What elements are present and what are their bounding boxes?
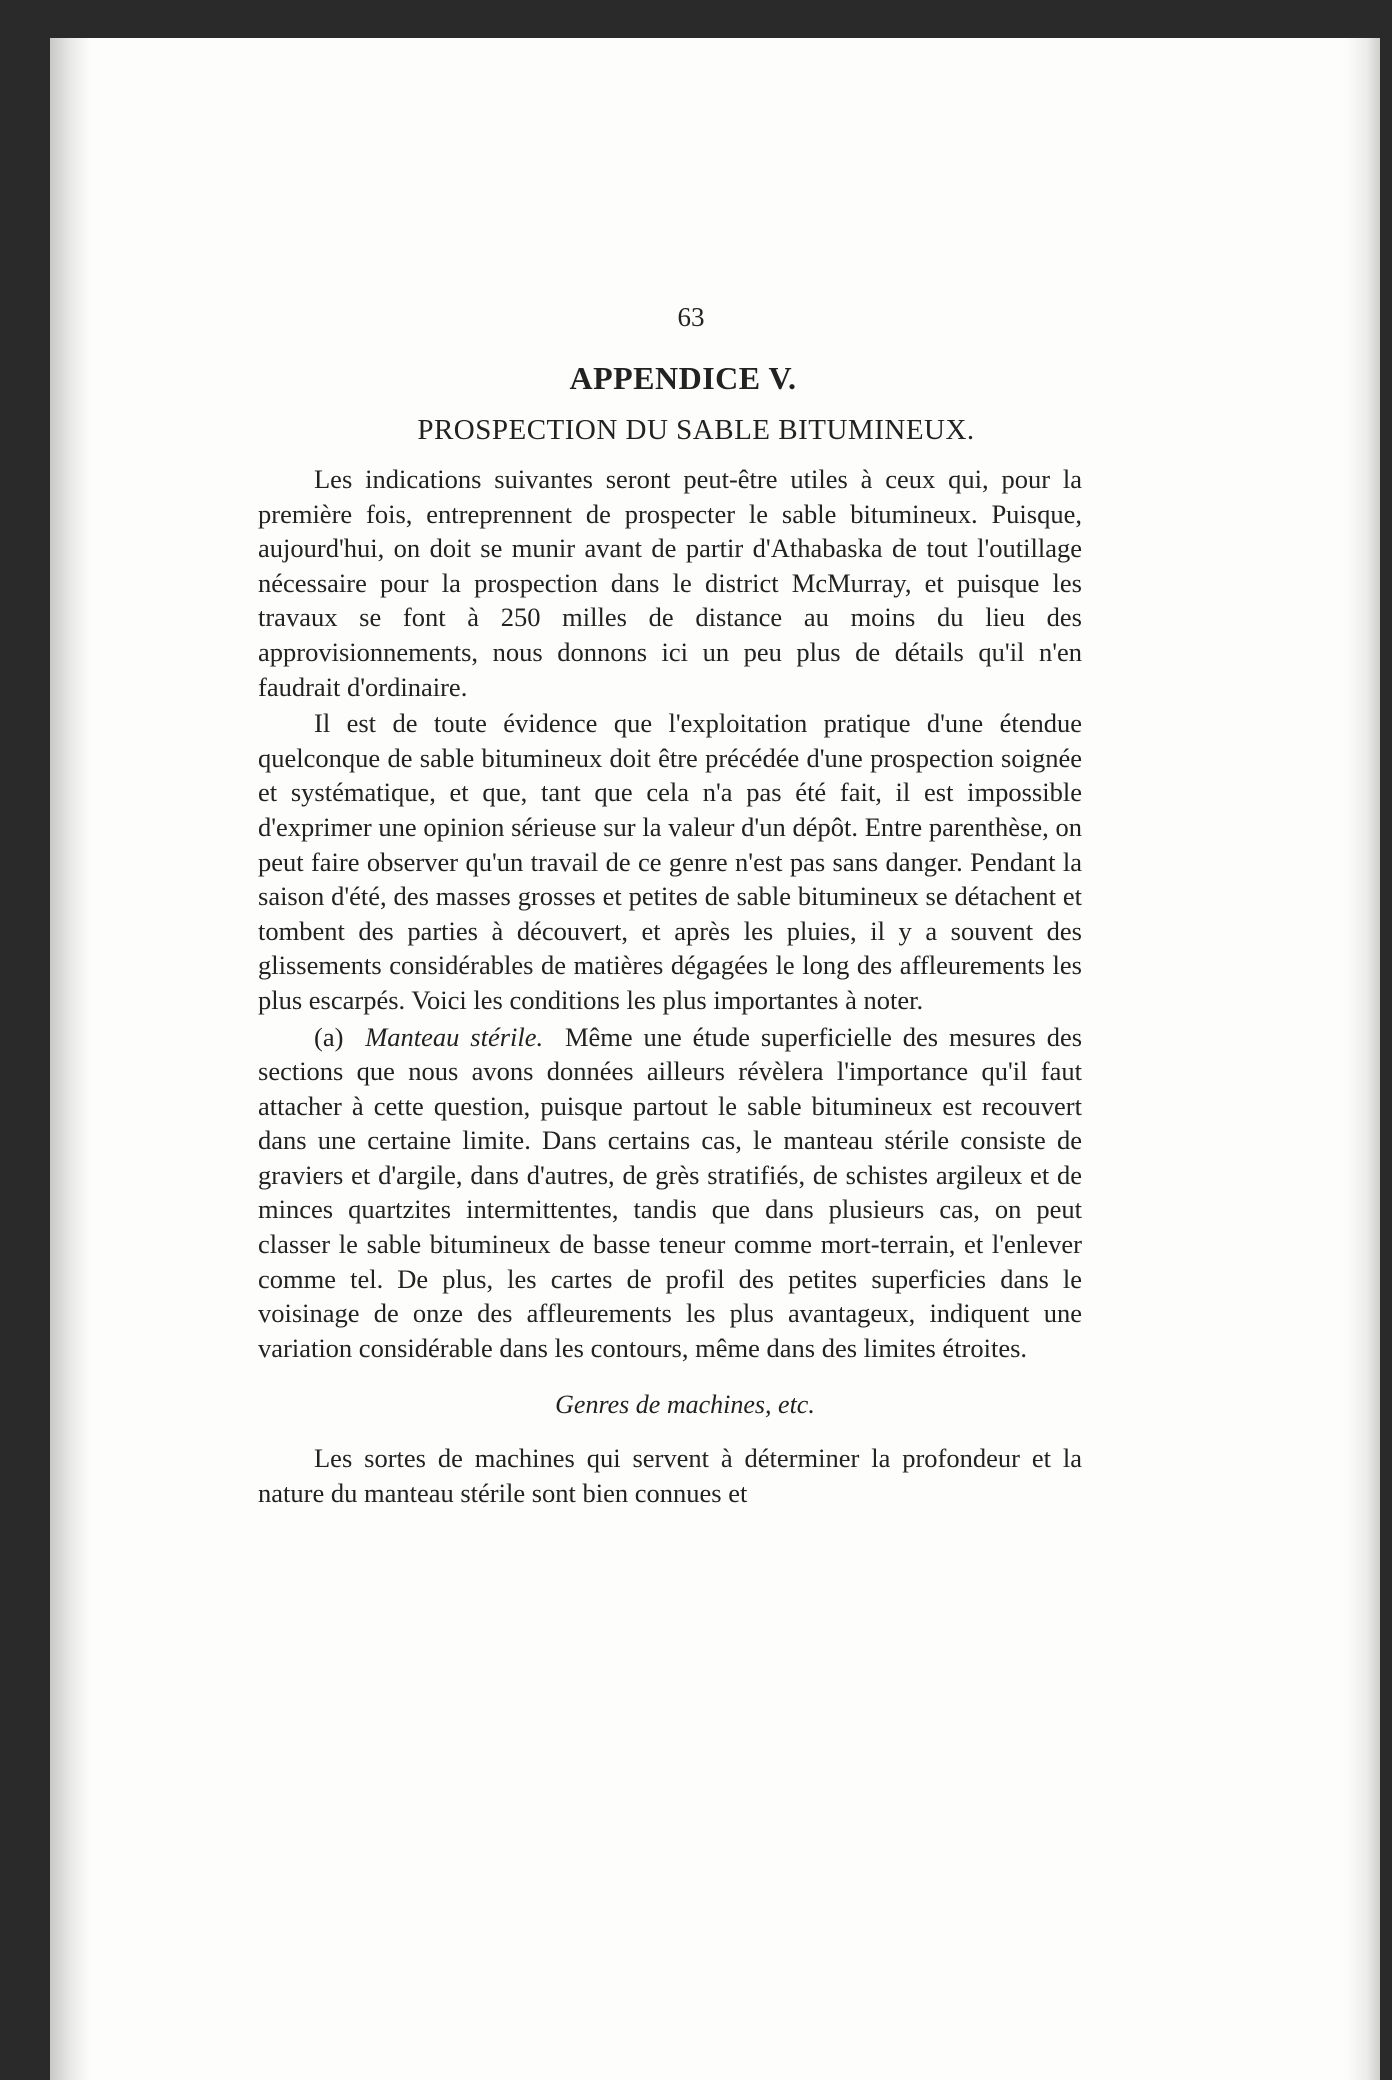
paragraph-2: Il est de toute évidence que l'exploitation pratique d'une étendue quelconque de sable bitumineux doit être précédée d'une prospection soignée et systématique, et que, tant que cela n'a pas été fait, il est impossible d'exprimer une opinion sérieuse sur la valeur d'un dépôt. Entre parenthèse, on peut faire observer qu'un travail de ce genre n'est pas sans danger. Pendant la saison d'été, des masses grosses et petites de sable bitumineux se détachent et tombent des parties à découvert, et après les pluies, il y a souvent des glissements considérables de matières dégagées le long des affleurements les plus escarpés. Voici les conditions les plus importantes à noter. [258,708,1082,1015]
paragraph-3 [258,1020,1082,1366]
text-column [258,300,1082,1513]
paragraph-3-label: (a) [314,1021,344,1052]
appendix-title: APPENDICE V. [569,360,797,396]
page-edge-right [1346,38,1380,2080]
page-number: 63 [677,302,705,332]
book-page [50,38,1380,2080]
paragraph-3-body: Même une étude superficielle des mesures des sections que nous avons données ailleurs révèlera l'importance qu'il faut attacher à cette question, puisque partout le sable bitumineux est recouvert dans une certaine limite. Dans certains cas, le manteau stérile consiste de graviers et d'argile, dans d'autres, de grès stratifiés, de schistes argileux et de minces quartzites intermittentes, tandis que dans plusieurs cas, on peut classer le sable bitumineux de basse teneur comme mort-terrain, et l'enlever comme tel. De plus, les cartes de profil des petites superficies dans le voisinage de onze des affleurements les plus avantageux, indiquent une variation considérable dans les contours, même dans des limites étroites. [258,1021,1083,1363]
page-gutter-left [50,38,90,2080]
paragraph-1: Les indications suivantes seront peut-être utiles à ceux qui, pour la première fois, entreprennent de prospecter le sable bitumineux. Puisque, aujourd'hui, on doit se munir avant de partir d'Athabaska de tout l'outillage nécessaire pour la prospection dans le district McMurray, et puisque les travaux se font à 250 milles de distance au moins du lieu des approvisionnements, nous donnons ici un peu plus de détails qu'il n'en faudrait d'ordinaire. [258,464,1082,702]
subheading-genres-de-machines: Genres de machines, etc. [555,1390,815,1420]
paragraph-3-italic-term: Manteau stérile. [365,1021,544,1052]
paragraph-4: Les sortes de machines qui servent à déterminer la profondeur et la nature du manteau stérile sont bien connues et [258,1443,1082,1509]
section-title: PROSPECTION DU SABLE BITUMINEUX. [417,414,975,446]
